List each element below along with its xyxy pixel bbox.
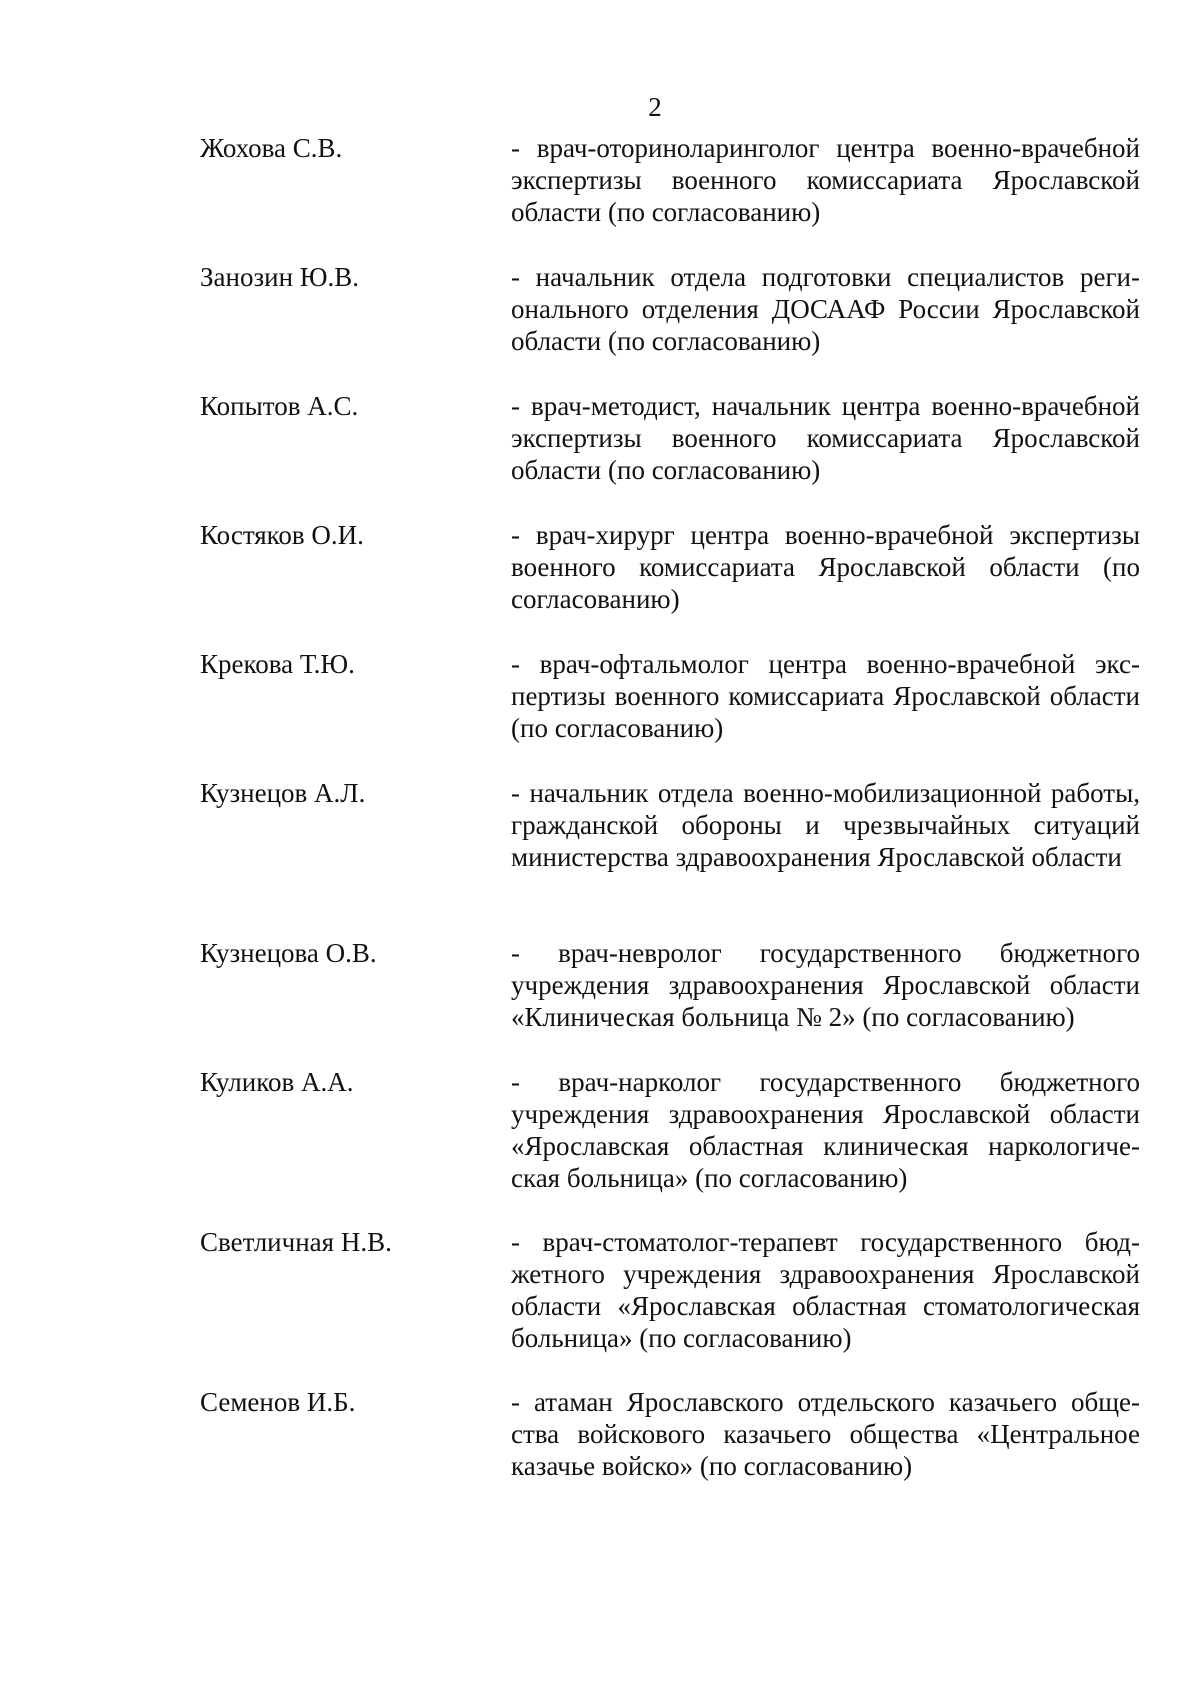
member-entry <box>200 1226 1140 1386</box>
member-entry <box>200 777 1140 937</box>
member-role: - врач-оториноларинголог центра военно-врачебной экспертизы военного комиссариата Ярославской области (по согласованию) <box>511 133 1140 227</box>
member-role: - врач-невролог государственного бюджетного учреждения здравоохранения Ярославской области «Клиническая больница № 2» (по согласованию) <box>511 938 1140 1032</box>
member-entry <box>200 1386 1140 1515</box>
member-entry <box>200 132 1140 261</box>
member-entry <box>200 1066 1140 1226</box>
member-name: Кузнецов А.Л. <box>200 778 366 808</box>
member-entry <box>200 261 1140 390</box>
member-role: - врач-нарколог государственного бюджетного учреждения здравоохранения Ярославской области «Ярославская областная клиническая наркологическая больница» (по согласованию) <box>511 1067 1140 1193</box>
member-role: - врач-методист, начальник центра военно-врачебной экспертизы военного комиссариата Ярославской области (по согласованию) <box>511 391 1140 485</box>
member-name: Светличная Н.В. <box>200 1227 392 1257</box>
member-name: Кузнецова О.В. <box>200 938 377 968</box>
member-name: Семенов И.Б. <box>200 1387 356 1417</box>
member-list <box>200 132 1140 1515</box>
member-role: - начальник отдела подготовки специалистов регионального отделения ДОСААФ России Ярославской области (по согласованию) <box>511 262 1140 356</box>
member-name: Занозин Ю.В. <box>200 262 360 292</box>
page-number: 2 <box>648 92 662 122</box>
member-name: Куликов А.А. <box>200 1067 354 1097</box>
member-entry <box>200 519 1140 648</box>
member-name: Костяков О.И. <box>200 520 364 550</box>
member-entry <box>200 390 1140 519</box>
member-name: Жохова С.В. <box>200 133 343 163</box>
member-entry <box>200 937 1140 1066</box>
member-entry <box>200 648 1140 777</box>
member-name: Крекова Т.Ю. <box>200 649 355 679</box>
member-role: - врач-стоматолог-терапевт государственного бюджетного учреждения здравоохранения Ярославской области «Ярославская областная стоматологическая больница» (по согласованию) <box>511 1227 1140 1353</box>
member-role: - врач-хирург центра военно-врачебной экспертизы военного комиссариата Ярославской области (по согласованию) <box>511 520 1140 614</box>
member-role: - врач-офтальмолог центра военно-врачебной экспертизы военного комиссариата Ярославской области (по согласованию) <box>511 649 1140 743</box>
member-name: Копытов А.С. <box>200 391 359 421</box>
member-role: - начальник отдела военно-мобилизационной работы, гражданской обороны и чрезвычайных ситуаций министерства здравоохранения Ярославской области <box>511 778 1140 872</box>
member-role: - атаман Ярославского отдельского казачьего общества войскового казачьего общества «Центральное казачье войско» (по согласованию) <box>511 1387 1140 1481</box>
